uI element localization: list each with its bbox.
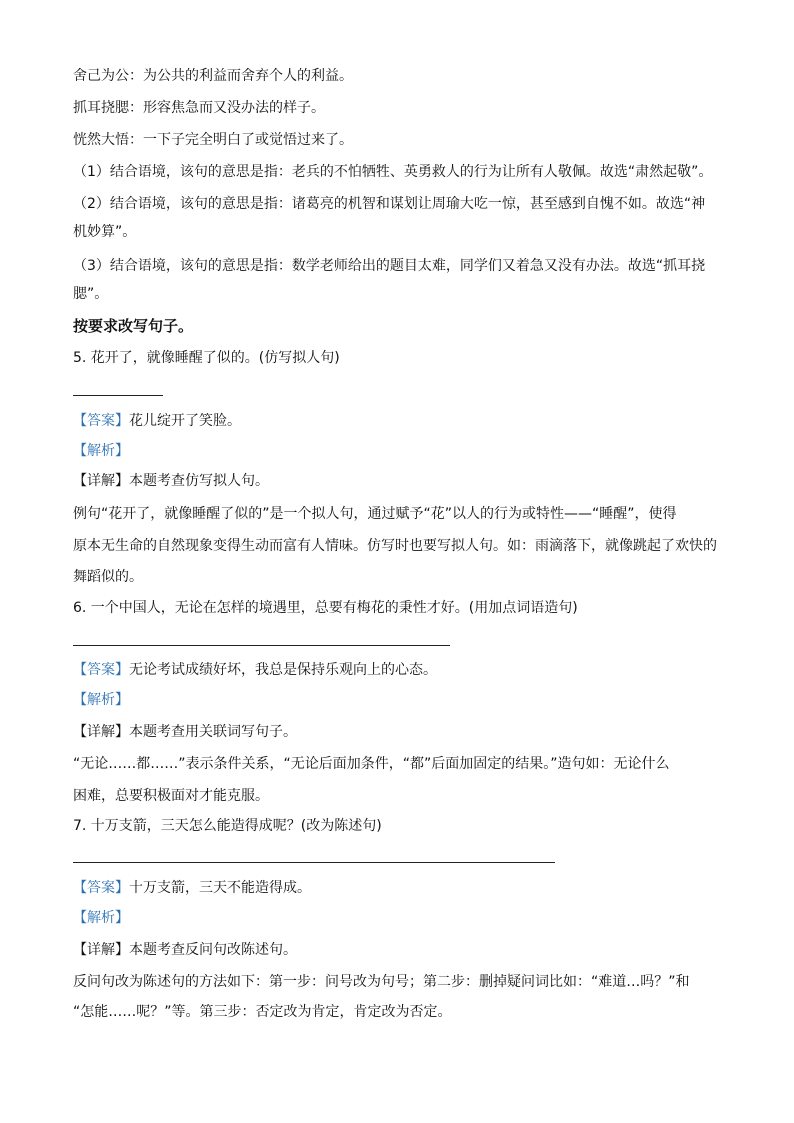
- answer-blank-7: [73, 862, 555, 863]
- detail-tag: 【详解】: [73, 473, 129, 489]
- answer-tag: 【答案】: [73, 662, 129, 678]
- detail-tag: 【详解】: [73, 942, 129, 958]
- answer-tag: 【答案】: [73, 880, 129, 896]
- detail-7-p2: “怎能……呢？”等。第三步：否定改为肯定，肯定改为否定。: [73, 1004, 452, 1020]
- detail-tag: 【详解】: [73, 724, 129, 740]
- question-7: 7. 十万支箭，三天怎么能造得成呢？(改为陈述句): [73, 818, 382, 834]
- definition-2: 抓耳挠腮：形容焦急而又没办法的样子。: [73, 100, 325, 116]
- answer-7: [73, 878, 311, 898]
- question-6: 6. 一个中国人，无论在怎样的境遇里，总要有梅花的秉性才好。(用加点词语造句): [73, 600, 578, 616]
- definition-1: 舍己为公：为公共的利益而舍弃个人的利益。: [73, 68, 353, 84]
- analysis-5: 【解析】: [73, 443, 129, 459]
- detail-text: 本题考查仿写拟人句。: [129, 473, 269, 489]
- answer-text: 无论考试成绩好坏，我总是保持乐观向上的心态。: [129, 662, 437, 678]
- detail-6-p1: “无论……都……”表示条件关系，“无论后面加条件，“都”后面加固定的结果。”造句如：无论什么: [73, 756, 670, 772]
- detail-5-p3: 舞蹈似的。: [73, 569, 143, 585]
- detail-5-p2: 原本无生命的自然现象变得生动而富有人情味。仿写时也要写拟人句。如：雨滴落下，就像跳起了欢快的: [73, 538, 717, 554]
- answer-5: [73, 411, 241, 431]
- explanation-1: （1）结合语境，该句的意思是指：老兵的不怕牺牲、英勇救人的行为让所有人敬佩。故选“肃然起敬”。: [73, 164, 713, 180]
- detail-7-p1: 反问句改为陈述句的方法如下：第一步：问号改为句号；第二步：删掉疑问词比如：“难道…吗？”和: [73, 974, 690, 990]
- detail-6: [73, 722, 297, 742]
- definition-3: 恍然大悟：一下子完全明白了或觉悟过来了。: [73, 132, 353, 148]
- detail-5: [73, 471, 269, 491]
- explanation-3-line2: 腮”。: [73, 286, 109, 302]
- answer-blank-5: [73, 395, 163, 396]
- question-5: 5. 花开了，就像睡醒了似的。(仿写拟人句): [73, 350, 340, 366]
- analysis-7: 【解析】: [73, 910, 129, 926]
- answer-6: [73, 660, 437, 680]
- analysis-6: 【解析】: [73, 692, 129, 708]
- answer-text: 花儿绽开了笑脸。: [129, 413, 241, 429]
- detail-6-p2: 困难，总要积极面对才能克服。: [73, 788, 269, 804]
- detail-7: [73, 940, 297, 960]
- explanation-2-line2: 机妙算”。: [73, 224, 137, 240]
- explanation-2-line1: （2）结合语境，该句的意思是指：诸葛亮的机智和谋划让周瑜大吃一惊，甚至感到自愧不如。故选“神: [73, 196, 706, 212]
- answer-blank-6: [73, 645, 450, 646]
- detail-text: 本题考查反问句改陈述句。: [129, 942, 297, 958]
- explanation-3-line1: （3）结合语境，该句的意思是指：数学老师给出的题目太难，同学们又着急又没有办法。故选“抓耳挠: [73, 258, 706, 274]
- answer-tag: 【答案】: [73, 413, 129, 429]
- detail-5-p1: 例句“花开了，就像睡醒了似的”是一个拟人句，通过赋予“花”以人的行为或特性——“睡醒”，使得: [73, 506, 677, 522]
- answer-text: 十万支箭，三天不能造得成。: [129, 880, 311, 896]
- section-title: 按要求改写句子。: [73, 317, 194, 335]
- detail-text: 本题考查用关联词写句子。: [129, 724, 297, 740]
